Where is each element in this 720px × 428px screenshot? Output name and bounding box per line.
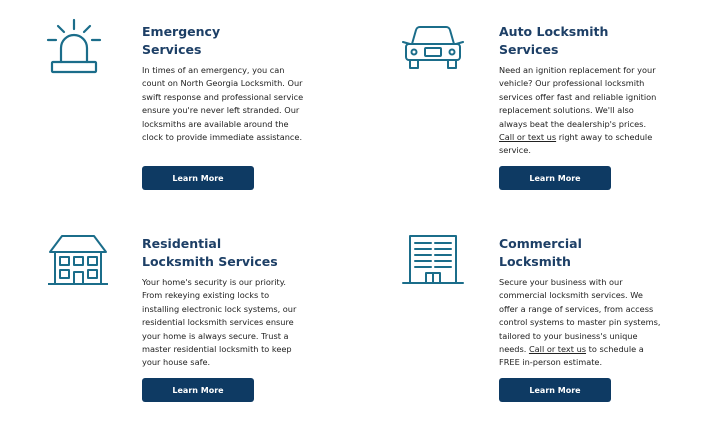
- car-icon: [402, 24, 464, 74]
- learn-more-button[interactable]: Learn More: [142, 378, 254, 402]
- call-or-text-link[interactable]: Call or text us: [528, 344, 587, 355]
- title-line-1: Emergency: [142, 24, 221, 39]
- title-line-2: Locksmith: [499, 254, 571, 269]
- title-line-1: Commercial: [499, 236, 582, 251]
- title-line-2: Locksmith Services: [142, 254, 278, 269]
- call-or-text-link[interactable]: Call or text us: [499, 132, 557, 143]
- house-icon: [48, 232, 108, 290]
- learn-more-button[interactable]: Learn More: [142, 166, 254, 190]
- card-title: [499, 23, 659, 59]
- description-text: Your home's security is our priority. From rekeying existing locks to installing electronic lock systems, our residential locksmith services ensure your home is always secure. Trust a master residential locksmith to keep your house safe.: [142, 277, 297, 368]
- card-title: [499, 235, 659, 271]
- description-text: Secure your business with our commercial locksmith services. We offer a range of services, from access control systems to master pin systems, tailored to your business's unique needs.: [499, 277, 661, 355]
- title-line-2: Services: [142, 42, 202, 57]
- card-description: [142, 276, 304, 370]
- title-line-1: Auto Locksmith: [499, 24, 609, 39]
- description-text-after: right away to schedule service.: [499, 132, 653, 156]
- card-description: [499, 64, 661, 158]
- title-line-2: Services: [499, 42, 559, 57]
- siren-icon: [46, 18, 106, 78]
- learn-more-button[interactable]: Learn More: [499, 378, 611, 402]
- card-description: [142, 64, 304, 144]
- card-description: [499, 276, 661, 370]
- office-building-icon: [402, 233, 464, 289]
- title-line-1: Residential: [142, 236, 222, 251]
- card-title: [142, 23, 302, 59]
- description-text-after: to schedule a FREE in-person estimate.: [499, 344, 644, 368]
- card-title: [142, 235, 302, 271]
- description-text: In times of an emergency, you can count on North Georgia Locksmith. Our swift response and professional service ensure you're never left stranded. Our locksmiths are available around the clock to provide immediate assistance.: [142, 65, 304, 143]
- description-text: Need an ignition replacement for your vehicle? Our professional locksmith services offer fast and reliable ignition replacement solutions. We'll also always beat the dealership's prices.: [499, 65, 657, 129]
- learn-more-button[interactable]: Learn More: [499, 166, 611, 190]
